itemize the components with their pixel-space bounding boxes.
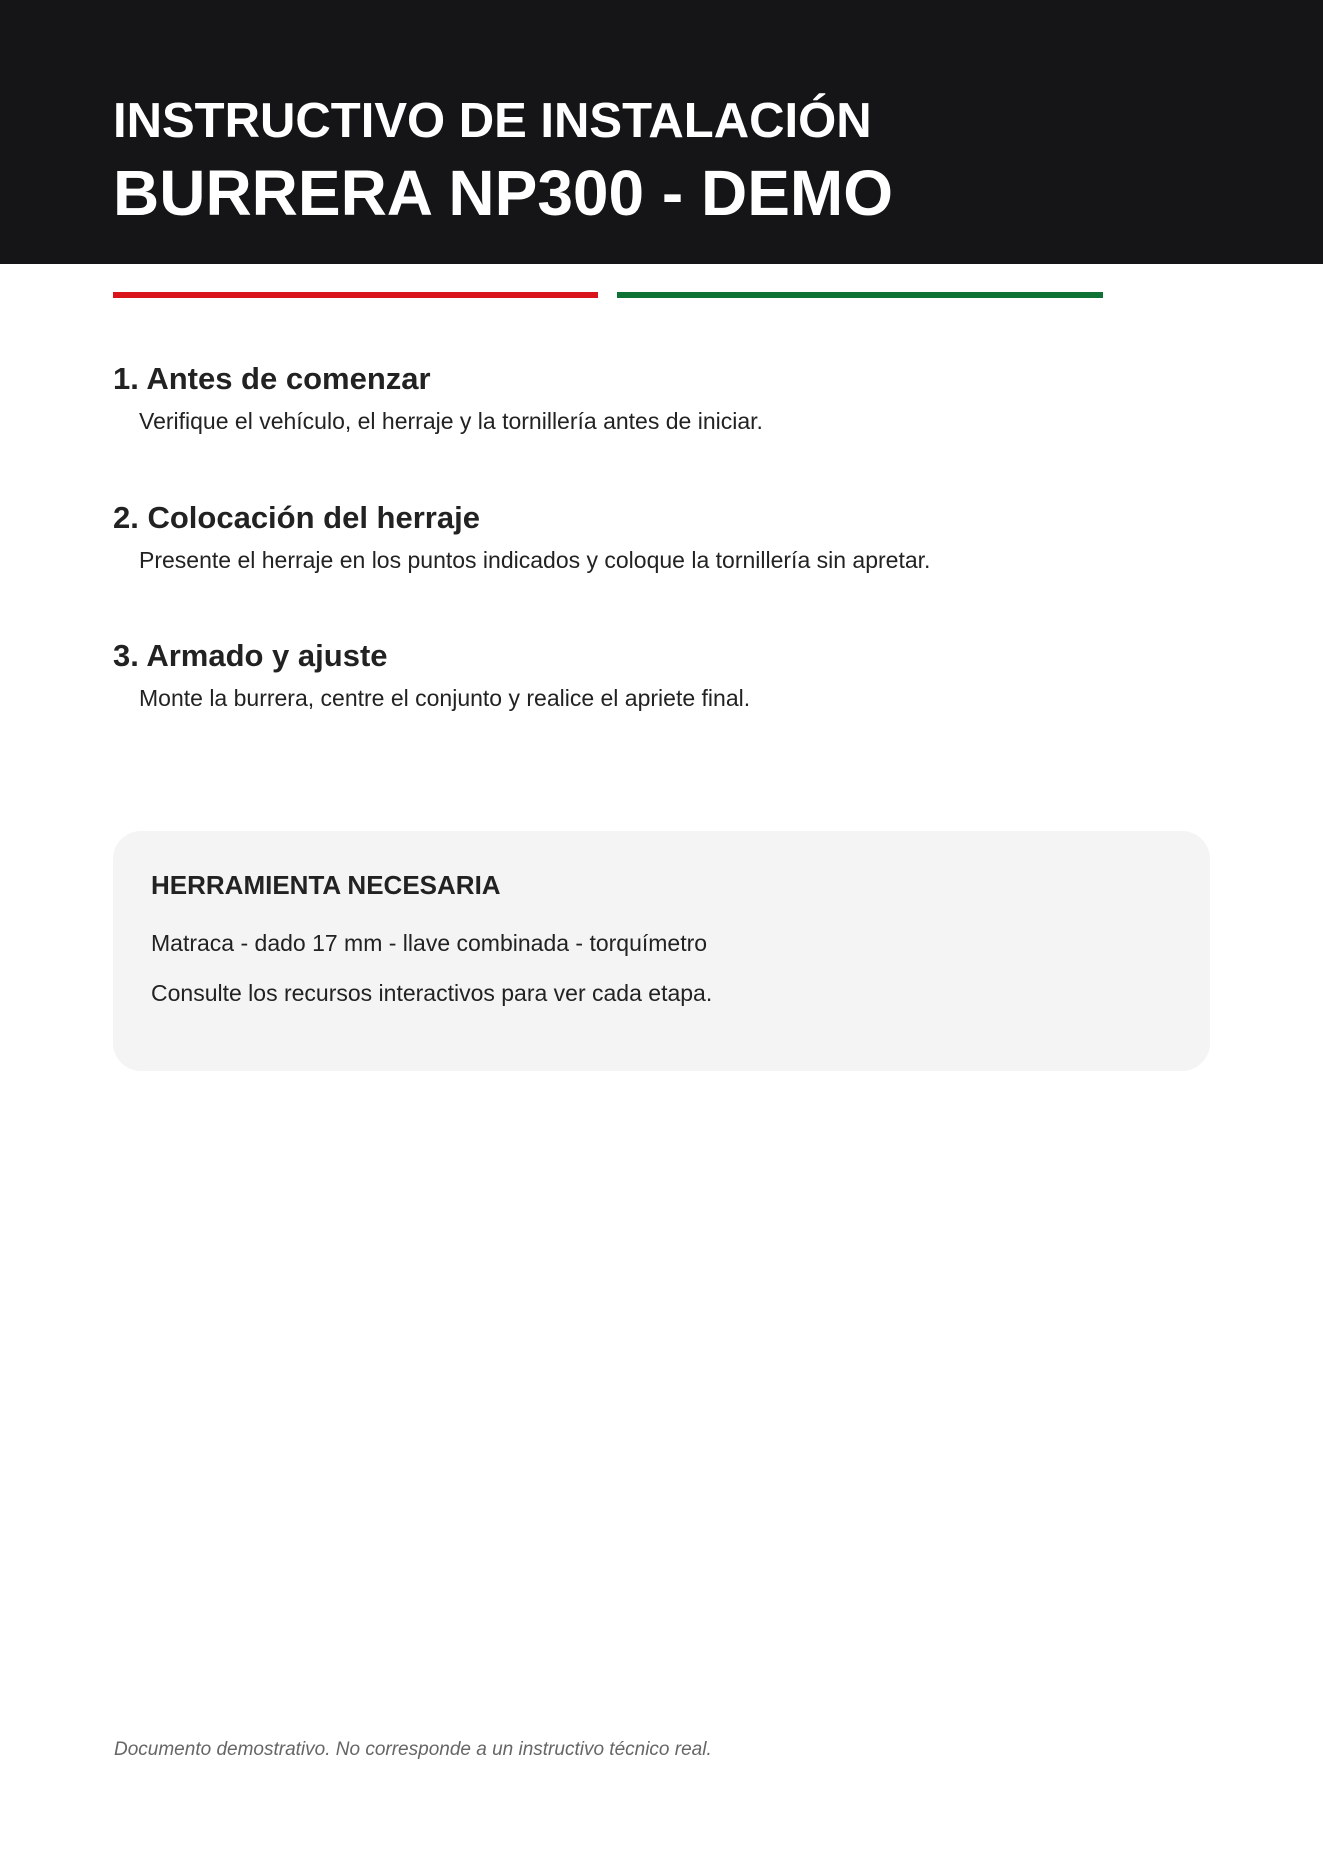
tools-note: Consulte los recursos interactivos para ver cada etapa. bbox=[151, 980, 713, 1006]
step-1 bbox=[113, 361, 1213, 435]
tools-list: Matraca - dado 17 mm - llave combinada - torquímetro bbox=[151, 930, 708, 956]
tools-title: HERRAMIENTA NECESARIA bbox=[151, 870, 501, 900]
green-accent-stripe bbox=[617, 292, 1103, 298]
step-body: Monte la burrera, centre el conjunto y realice el apriete final. bbox=[139, 685, 751, 711]
step-title: 2. Colocación del herraje bbox=[113, 500, 480, 535]
step-2 bbox=[113, 500, 1213, 574]
document-header bbox=[0, 0, 1323, 264]
step-title: 1. Antes de comenzar bbox=[113, 361, 431, 396]
step-body: Presente el herraje en los puntos indicados y coloque la tornillería sin apretar. bbox=[139, 547, 931, 573]
step-body: Verifique el vehículo, el herraje y la tornillería antes de iniciar. bbox=[139, 408, 763, 434]
red-accent-stripe bbox=[113, 292, 598, 298]
header-subtitle: INSTRUCTIVO DE INSTALACIÓN bbox=[113, 94, 872, 148]
header-title: BURRERA NP300 - DEMO bbox=[113, 157, 893, 229]
step-title: 3. Armado y ajuste bbox=[113, 638, 388, 673]
footer-disclaimer: Documento demostrativo. No corresponde a un instructivo técnico real. bbox=[114, 1739, 712, 1760]
tools-panel bbox=[113, 831, 1210, 1071]
step-3 bbox=[113, 638, 1213, 712]
